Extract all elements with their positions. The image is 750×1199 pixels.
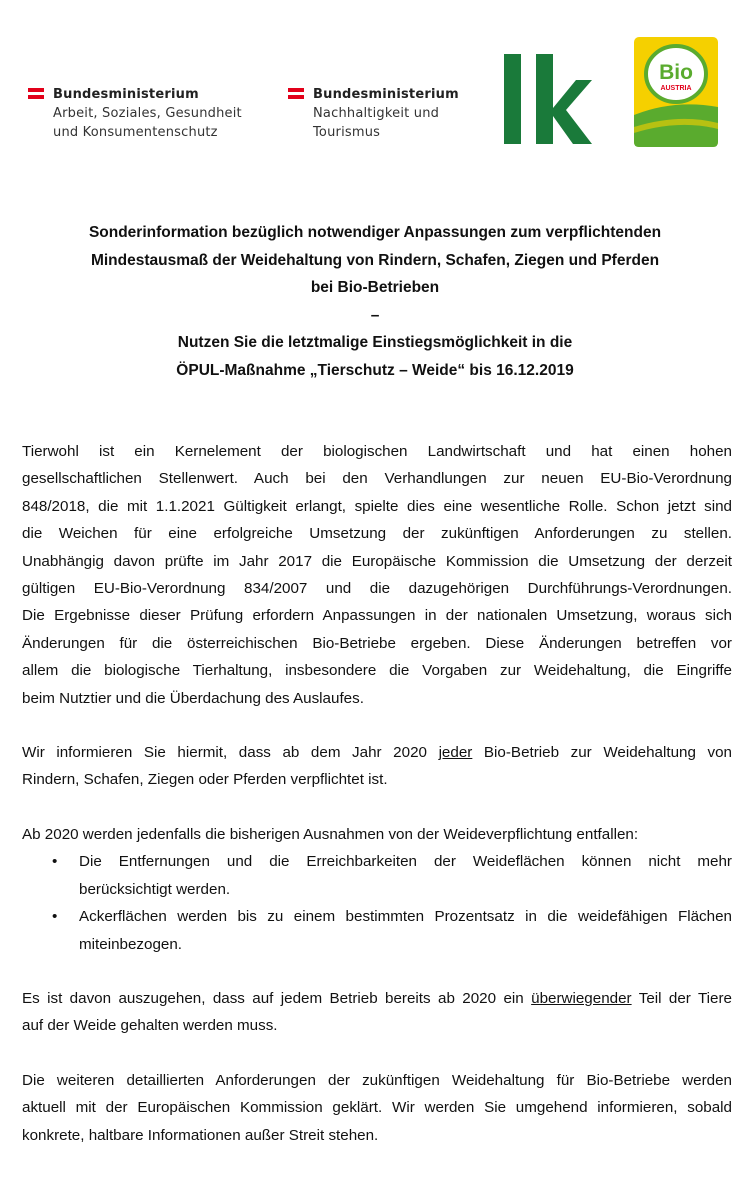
ministry-2-line2: Nachhaltigkeit und bbox=[313, 106, 440, 121]
list-item bbox=[22, 903, 732, 958]
p1-line: Unabhängig davon prüfte im Jahr 2017 die Europäische Kommission die Umsetzung der derzeit bbox=[22, 552, 732, 570]
p3-intro: Ab 2020 werden jedenfalls die bisherigen Ausnahmen von der Weideverpflichtung entfallen: bbox=[22, 825, 639, 843]
p4-text: Es ist davon auszugehen, dass auf jedem Betrieb bereits ab 2020 ein bbox=[22, 989, 532, 1007]
bullet-icon: • bbox=[52, 853, 58, 871]
bio-austria-logo bbox=[634, 37, 718, 147]
ministry-1-line3: und Konsumentenschutz bbox=[53, 125, 218, 140]
p5-line: aktuell mit der Europäischen Kommission geklärt. Wir werden Sie umgehend informieren, sobald bbox=[22, 1099, 732, 1117]
p2-text: Bio-Betrieb zur Weidehaltung von bbox=[472, 744, 732, 762]
p1-line: Änderungen für die österreichischen Bio-Betriebe ergeben. Diese Änderungen betreffen vor bbox=[22, 634, 732, 652]
paragraph-3 bbox=[22, 821, 732, 958]
title-dash: – bbox=[370, 306, 380, 324]
p1-line: beim Nutztier und die Überdachung des Auslaufes. bbox=[22, 689, 364, 707]
bullet-icon: • bbox=[52, 908, 58, 926]
ministry-1-line2: Arbeit, Soziales, Gesundheit bbox=[53, 106, 242, 121]
ministry-2-line3: Tourismus bbox=[313, 125, 381, 140]
bullet-line: miteinbezogen. bbox=[79, 935, 183, 953]
p1-line: Tierwohl ist ein Kernelement der biologischen Landwirtschaft und hat einen hohen bbox=[22, 443, 732, 460]
p1-line: die Weichen für eine erfolgreiche Umsetzung der zukünftigen Anforderungen zu stellen. bbox=[22, 525, 732, 543]
p2-underlined-word: jeder bbox=[438, 744, 473, 762]
letterhead bbox=[0, 0, 750, 170]
p4-line-2: auf der Weide gehalten werden muss. bbox=[22, 1017, 278, 1035]
paragraph-5 bbox=[22, 1067, 732, 1149]
paragraph-4 bbox=[22, 985, 732, 1040]
document-title bbox=[40, 219, 710, 384]
document-body bbox=[22, 438, 732, 1149]
ministry-logo-sustainability bbox=[288, 85, 459, 142]
austrian-flag-icon bbox=[288, 88, 304, 99]
bullet-line: Ackerflächen werden bis zu einem bestimmten Prozentsatz in die weidefähigen Flächen bbox=[79, 908, 732, 926]
bullet-line: Die Entfernungen und die Erreichbarkeiten der Weideflächen können nicht mehr bbox=[79, 853, 732, 871]
ministry-2-name: Bundesministerium bbox=[313, 87, 459, 102]
lk-logo bbox=[500, 50, 592, 146]
p2-line-1 bbox=[22, 739, 732, 766]
title-line-1: Sonderinformation bezüglich notwendiger Anpassungen zum verpflichtenden bbox=[88, 224, 662, 241]
p1-line: allem die biologische Tierhaltung, insbesondere die Vorgaben zur Weidehaltung, die Eingriffe bbox=[22, 662, 732, 680]
paragraph-2 bbox=[22, 739, 732, 794]
bullet-line: berücksichtigt werden. bbox=[79, 880, 231, 898]
title-line-5: ÖPUL-Maßnahme „Tierschutz – Weide“ bis 16.12.2019 bbox=[176, 361, 574, 379]
p4-text: Teil der Tiere bbox=[631, 989, 732, 1007]
p1-line: gültigen EU-Bio-Verordnung 834/2007 und die dazugehörigen Durchführungs-Verordnungen. bbox=[22, 580, 732, 598]
p1-line: 848/2018, die mit 1.1.2021 Gültigkeit erlangt, spielte dies eine wesentliche Rolle. Schon jetzt sind bbox=[22, 497, 732, 515]
p2-line-2: Rindern, Schafen, Ziegen oder Pferden verpflichtet ist. bbox=[22, 771, 388, 789]
p5-line: konkrete, haltbare Informationen außer Streit stehen. bbox=[22, 1126, 379, 1144]
ministry-1-name: Bundesministerium bbox=[53, 87, 199, 102]
p1-line: Die Ergebnisse dieser Prüfung erfordern Anpassungen in der nationalen Umsetzung, woraus sich bbox=[22, 607, 732, 625]
exceptions-list bbox=[22, 848, 732, 958]
p4-underlined-word: überwiegender bbox=[531, 989, 632, 1007]
austrian-flag-icon bbox=[28, 88, 44, 99]
p2-text: Wir informieren Sie hiermit, dass ab dem Jahr 2020 bbox=[22, 744, 439, 762]
bio-logo-word: Bio bbox=[659, 61, 693, 84]
list-item bbox=[22, 848, 732, 903]
p4-line-1 bbox=[22, 985, 732, 1012]
title-line-3: bei Bio-Betrieben bbox=[310, 279, 440, 296]
p1-line: gesellschaftlichen Stellenwert. Auch bei den Verhandlungen zur neuen EU-Bio-Verordnung bbox=[22, 470, 732, 488]
title-line-4: Nutzen Sie die letztmalige Einstiegsmöglichkeit in die bbox=[177, 334, 573, 351]
title-line-2: Mindestausmaß der Weidehaltung von Rindern, Schafen, Ziegen und Pferden bbox=[90, 251, 660, 269]
ministry-logo-social-affairs bbox=[28, 85, 242, 142]
paragraph-1 bbox=[22, 438, 732, 712]
bio-logo-austria: AUSTRIA bbox=[660, 85, 692, 92]
p5-line: Die weiteren detaillierten Anforderungen der zukünftigen Weidehaltung für Bio-Betriebe werden bbox=[22, 1071, 732, 1089]
